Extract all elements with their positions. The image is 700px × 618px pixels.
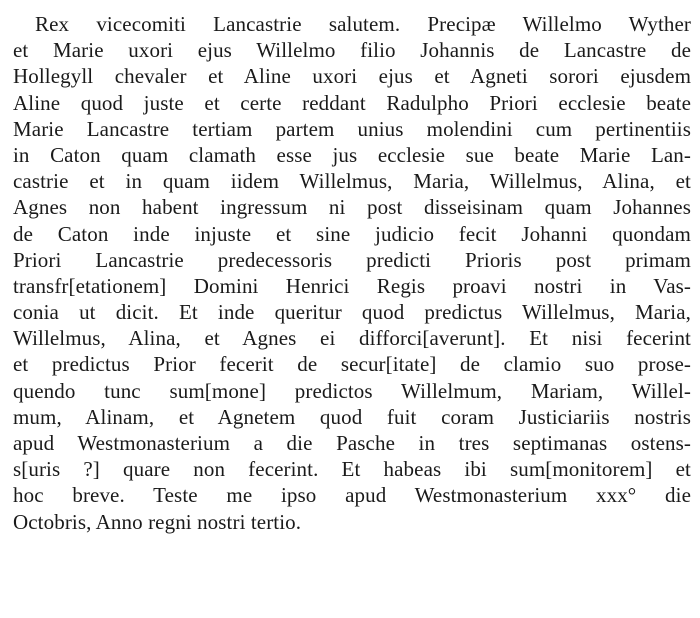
text-line: Aline quod juste et certe reddant Radulpho Priori ecclesie beate [13, 90, 691, 115]
text-line: apud Westmonasterium a die Pasche in tres septimanas ostens- [13, 431, 691, 455]
text-line: Willelmus, Alina, et Agnes ei difforci[averunt]. Et nisi fecerint [13, 326, 691, 351]
text-line: Priori Lancastrie predecessoris predicti Prioris post primam [13, 247, 691, 272]
text-line: mum, Alinam, et Agnetem quod fuit coram Justiciariis nostris [13, 404, 691, 429]
text-line: Agnes non habent ingressum ni post disseisinam quam Johannes [13, 195, 691, 220]
text-line: hoc breve. Teste me ipso apud Westmonasterium xxx° die [13, 483, 691, 508]
text-line: castrie et in quam iidem Willelmus, Maria, Willelmus, Alina, et [13, 169, 691, 194]
text-line: transfr[etationem] Domini Henrici Regis proavi nostri in Vas- [13, 273, 691, 298]
text-line: s[uris ?] quare non fecerint. Et habeas ibi sum[monitorem] et [13, 457, 691, 482]
text-line: de Caton inde injuste et sine judicio fecit Johanni quondam [13, 221, 691, 246]
text-line: Rex vicecomiti Lancastrie salutem. Precipæ Willelmo Wyther [35, 12, 691, 36]
document-text [13, 11, 691, 535]
text-line: Hollegyll chevaler et Aline uxori ejus et Agneti sorori ejusdem [13, 64, 691, 89]
text-line: conia ut dicit. Et inde queritur quod predictus Willelmus, Maria, [13, 300, 691, 325]
text-line: Octobris, Anno regni nostri tertio. [13, 509, 302, 534]
text-line: et predictus Prior fecerit de secur[itate] de clamio suo prose- [13, 352, 691, 377]
text-line: quendo tunc sum[mone] predictos Willelmum, Mariam, Willel- [13, 378, 691, 403]
text-line: in Caton quam clamath esse jus ecclesie sue beate Marie Lan- [13, 142, 691, 167]
text-line: et Marie uxori ejus Willelmo filio Johannis de Lancastre de [13, 38, 691, 63]
text-line: Marie Lancastre tertiam partem unius molendini cum pertinentiis [13, 116, 691, 141]
